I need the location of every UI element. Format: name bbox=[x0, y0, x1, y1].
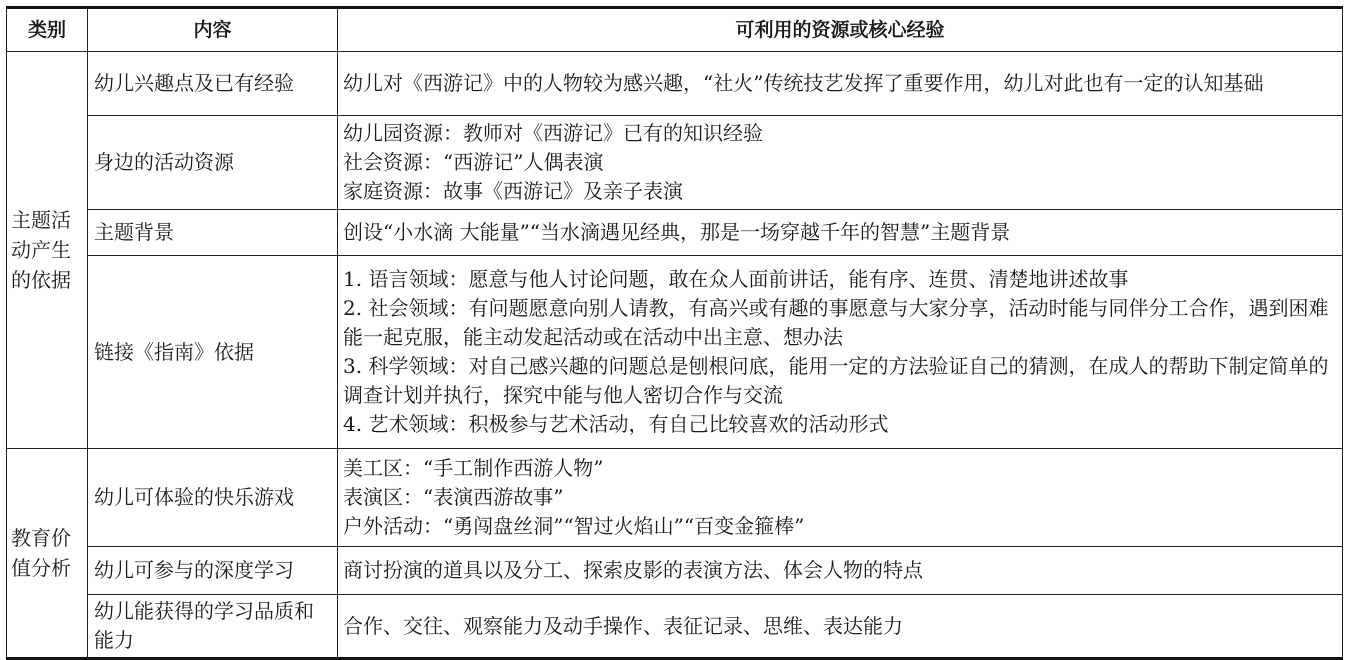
table-row bbox=[7, 116, 1343, 210]
table-row bbox=[7, 256, 1343, 449]
table-row bbox=[7, 449, 1343, 547]
resource-line: 家庭资源：故事《西游记》及亲子表演 bbox=[343, 179, 683, 203]
resource-cell bbox=[338, 116, 1343, 210]
resource-line: 表演区：“表演西游故事” bbox=[343, 485, 564, 509]
table-row bbox=[7, 595, 1343, 659]
table-header-row bbox=[7, 8, 1343, 52]
resource-cell: 商讨扮演的道具以及分工、探索皮影的表演方法、体会人物的特点 bbox=[338, 547, 1343, 595]
content-cell: 身边的活动资源 bbox=[88, 116, 338, 210]
resource-line: 户外活动：“勇闯盘丝洞”“智过火焰山”“百变金箍棒” bbox=[343, 514, 805, 538]
content-cell: 幼儿可体验的快乐游戏 bbox=[88, 449, 338, 547]
table-row bbox=[7, 547, 1343, 595]
resource-cell bbox=[338, 449, 1343, 547]
resource-line: 幼儿园资源：教师对《西游记》已有的知识经验 bbox=[343, 121, 763, 145]
category-basis: 主题活动产生的依据 bbox=[7, 52, 88, 449]
resource-line: 美工区：“手工制作西游人物” bbox=[343, 456, 604, 480]
resource-cell: 合作、交往、观察能力及动手操作、表征记录、思维、表达能力 bbox=[338, 595, 1343, 659]
resource-cell bbox=[338, 256, 1343, 449]
resource-cell: 幼儿对《西游记》中的人物较为感兴趣，“社火”传统技艺发挥了重要作用，幼儿对此也有一定的认知基础 bbox=[338, 52, 1343, 116]
table-row bbox=[7, 52, 1343, 116]
header-category: 类别 bbox=[7, 8, 88, 52]
header-resource: 可利用的资源或核心经验 bbox=[338, 8, 1343, 52]
resource-line: 3. 科学领域：对自己感兴趣的问题总是刨根问底，能用一定的方法验证自己的猜测，在成人的帮助下制定简单的调查计划并执行，探究中能与他人密切合作与交流 bbox=[343, 354, 1329, 407]
table-row bbox=[7, 210, 1343, 256]
resource-line: 2. 社会领域：有问题愿意向别人请教，有高兴或有趣的事愿意与大家分享，活动时能与同伴分工合作，遇到困难能一起克服，能主动发起活动或在活动中出主意、想办法 bbox=[343, 296, 1329, 349]
header-content: 内容 bbox=[88, 8, 338, 52]
experience-table bbox=[6, 6, 1343, 660]
content-cell: 幼儿兴趣点及已有经验 bbox=[88, 52, 338, 116]
content-cell: 主题背景 bbox=[88, 210, 338, 256]
resource-line: 1. 语言领域：愿意与他人讨论问题，敢在众人面前讲话，能有序、连贯、清楚地讲述故事 bbox=[343, 267, 1129, 291]
category-value: 教育价值分析 bbox=[7, 449, 88, 659]
content-cell: 链接《指南》依据 bbox=[88, 256, 338, 449]
content-cell: 幼儿可参与的深度学习 bbox=[88, 547, 338, 595]
resource-line: 4. 艺术领域：积极参与艺术活动，有自己比较喜欢的活动形式 bbox=[343, 412, 889, 436]
resource-line: 社会资源：“西游记”人偶表演 bbox=[343, 150, 604, 174]
resource-cell: 创设“小水滴 大能量”“当水滴遇见经典，那是一场穿越千年的智慧”主题背景 bbox=[338, 210, 1343, 256]
content-cell: 幼儿能获得的学习品质和能力 bbox=[88, 595, 338, 659]
